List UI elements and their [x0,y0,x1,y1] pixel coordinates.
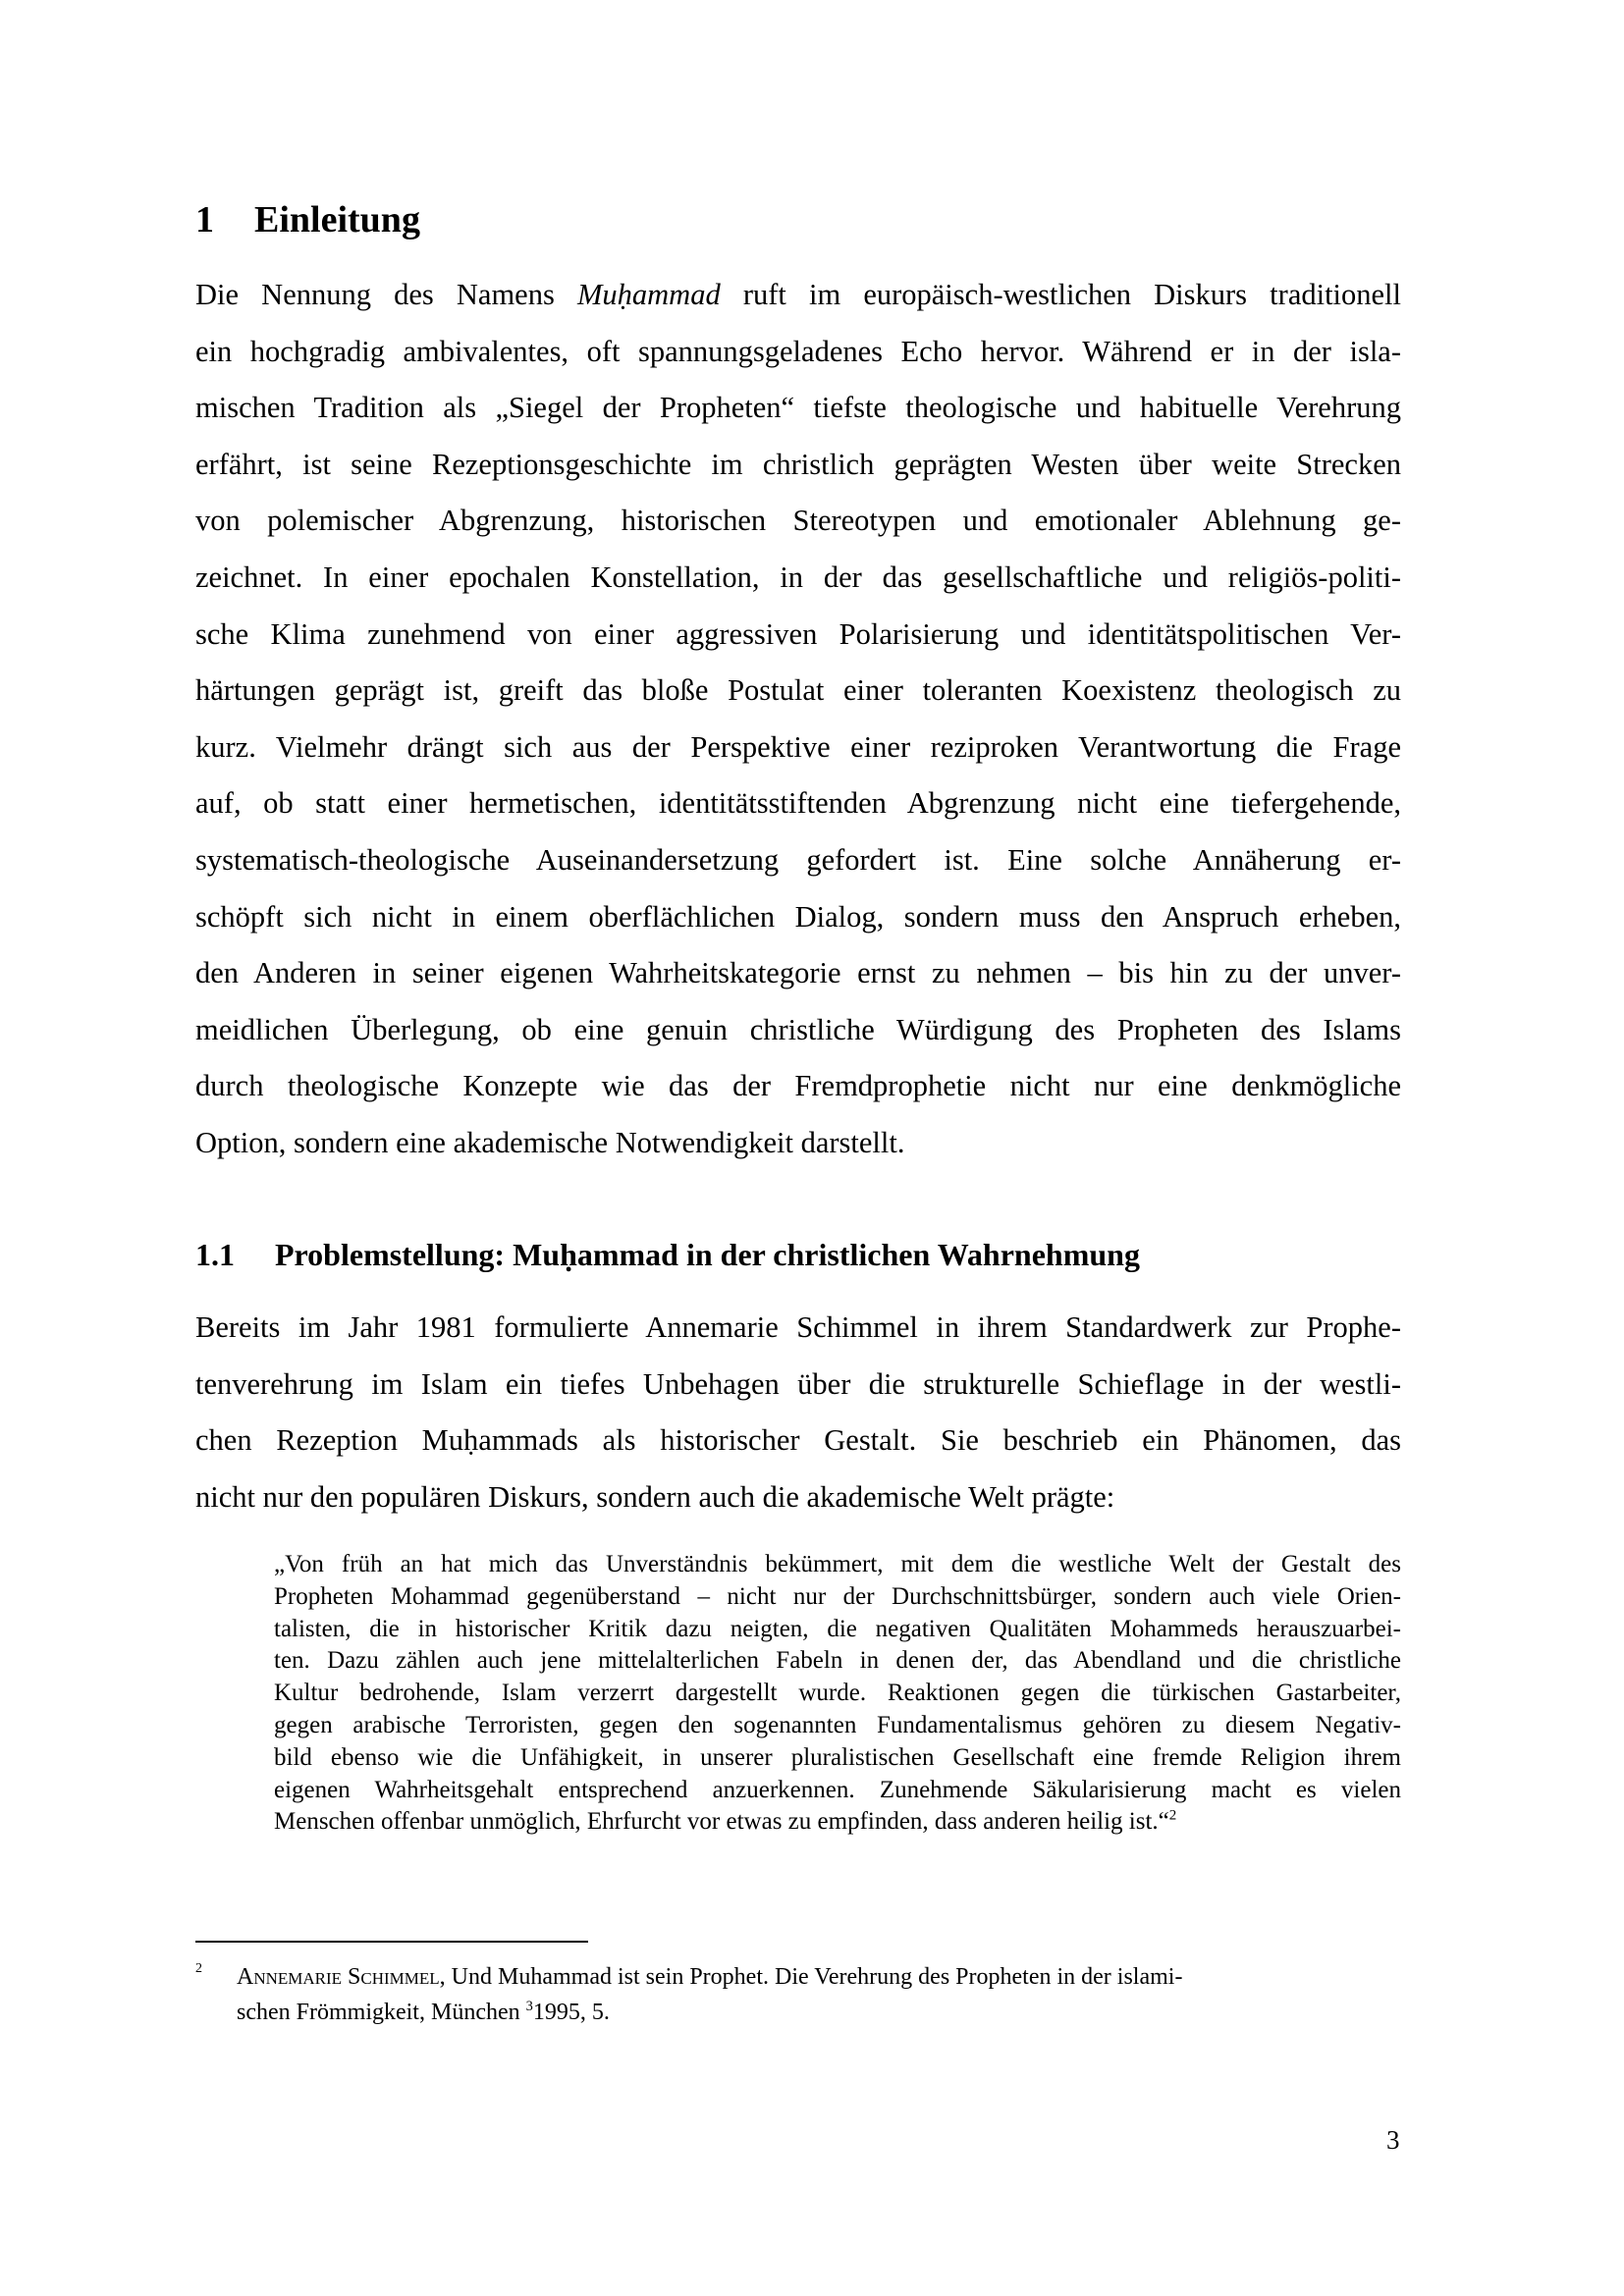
section-title: Einleitung [254,199,420,240]
paragraph-line: durch theologische Konzepte wie das der Fremdprophetie nicht nur eine denkmögliche [195,1069,1401,1103]
paragraph-line: kurz. Vielmehr drängt sich aus der Perspektive einer reziproken Verantwortung die Frage [195,729,1401,764]
footnote-number: 2 [195,1961,202,1976]
quote-line: ten. Dazu zählen auch jene mittelalterlichen Fabeln in denen der, das Abendland und die christliche [274,1647,1401,1675]
paragraph-line: ein hochgradig ambivalentes, oft spannungsgeladenes Echo hervor. Während er in der isla- [195,334,1401,368]
paragraph-line: meidlichen Überlegung, ob eine genuin christliche Würdigung des Propheten des Islams [195,1012,1401,1046]
quote-line: Kultur bedrohende, Islam verzerrt dargestellt wurde. Reaktionen gegen die türkischen Gastarbeiter, [274,1680,1401,1707]
block-quote [274,1549,1401,1839]
paragraph-line: mischen Tradition als „Siegel der Propheten“ tiefste theologische und habituelle Verehrung [195,391,1401,425]
paragraph-line: tenverehrung im Islam ein tiefes Unbehagen über die strukturelle Schieflage in der westli- [195,1366,1401,1401]
problem-statement-paragraph [195,1300,1401,1525]
footnote-line: Annemarie Schimmel, Und Muhammad ist sein Prophet. Die Verehrung des Propheten in der islami- [237,1964,1183,1990]
paragraph-line: Bereits im Jahr 1981 formulierte Annemarie Schimmel in ihrem Standardwerk zur Prophe- [195,1310,1401,1344]
quote-line: Propheten Mohammad gegenüberstand – nicht nur der Durchschnittsbürger, sondern auch viele Orien- [274,1582,1401,1610]
subsection-number: 1.1 [195,1237,235,1272]
paragraph-line: nicht nur den populären Diskurs, sondern auch die akademische Welt prägte: [195,1479,1115,1514]
paragraph-line: auf, ob statt einer hermetischen, identitätsstiftenden Abgrenzung nicht eine tiefergehende, [195,786,1401,821]
paragraph-line: härtungen geprägt ist, greift das bloße Postulat einer toleranten Koexistenz theologisch zu [195,673,1401,708]
paragraph-line: den Anderen in seiner eigenen Wahrheitskategorie ernst zu nehmen – bis hin zu der unver- [195,956,1401,990]
paragraph-line: Option, sondern eine akademische Notwendigkeit darstellt. [195,1125,905,1159]
footnote-author: Annemarie Schimmel [237,1964,440,1990]
quote-line: talisten, die in historischer Kritik dazu neigten, die negativen Qualitäten Mohammeds herauszuarbei- [274,1615,1401,1642]
paragraph-line: Die Nennung des Namens Muḥammad ruft im europäisch-westlichen Diskurs traditionell [195,278,1402,311]
quote-line: gegen arabische Terroristen, gegen den sogenannten Fundamentalismus gehören zu diesem Negativ- [274,1711,1401,1738]
footnote-separator [195,1941,588,1943]
subsection-title: Problemstellung: Muḥammad in der christlichen Wahrnehmung [275,1237,1140,1272]
section-heading [195,192,420,247]
paragraph-line: schöpft sich nicht in einem oberflächlichen Dialog, sondern muss den Anspruch erheben, [195,899,1401,934]
quote-line: eigenen Wahrheitsgehalt entsprechend anzuerkennen. Zunehmende Säkularisierung macht es vielen [274,1776,1401,1803]
page-number: 3 [1386,2125,1400,2155]
paragraph-line: von polemischer Abgrenzung, historischen Stereotypen und emotionaler Ablehnung ge- [195,504,1401,538]
quote-line: „Von früh an hat mich das Unverständnis bekümmert, mit dem die westliche Welt der Gestalt des [274,1551,1401,1577]
introduction-paragraph [195,267,1401,1172]
paragraph-line: systematisch-theologische Auseinandersetzung gefordert ist. Eine solche Annäherung er- [195,842,1401,877]
footnote-reference[interactable]: 2 [1168,1808,1177,1825]
subsection-heading [195,1231,1140,1278]
footnote [195,1959,1401,2030]
footnote-line: schen Frömmigkeit, München $^3$1995, 5. [237,1999,610,2025]
paragraph-line: chen Rezeption Muḥammads als historischer Gestalt. Sie beschrieb ein Phänomen, das [195,1423,1401,1458]
quote-line: Menschen offenbar unmöglich, Ehrfurcht vor etwas zu empfinden, dass anderen heilig ist.“$^2$ [274,1808,1177,1836]
paragraph-line: sche Klima zunehmend von einer aggressiven Polarisierung und identitätspolitischen Ver- [195,616,1401,651]
paragraph-line: erfährt, ist seine Rezeptionsgeschichte im christlich geprägten Westen über weite Strecken [195,447,1401,481]
quote-line: bild ebenso wie die Unfähigkeit, in unserer pluralistischen Gesellschaft eine fremde Religion ihrem [274,1743,1401,1771]
section-number: 1 [195,199,214,240]
emphasized-name: Muḥammad [576,278,721,311]
paragraph-line: zeichnet. In einer epochalen Konstellation, in der das gesellschaftliche und religiös-politi- [195,560,1401,594]
edition-number: 3 [525,1999,533,2014]
